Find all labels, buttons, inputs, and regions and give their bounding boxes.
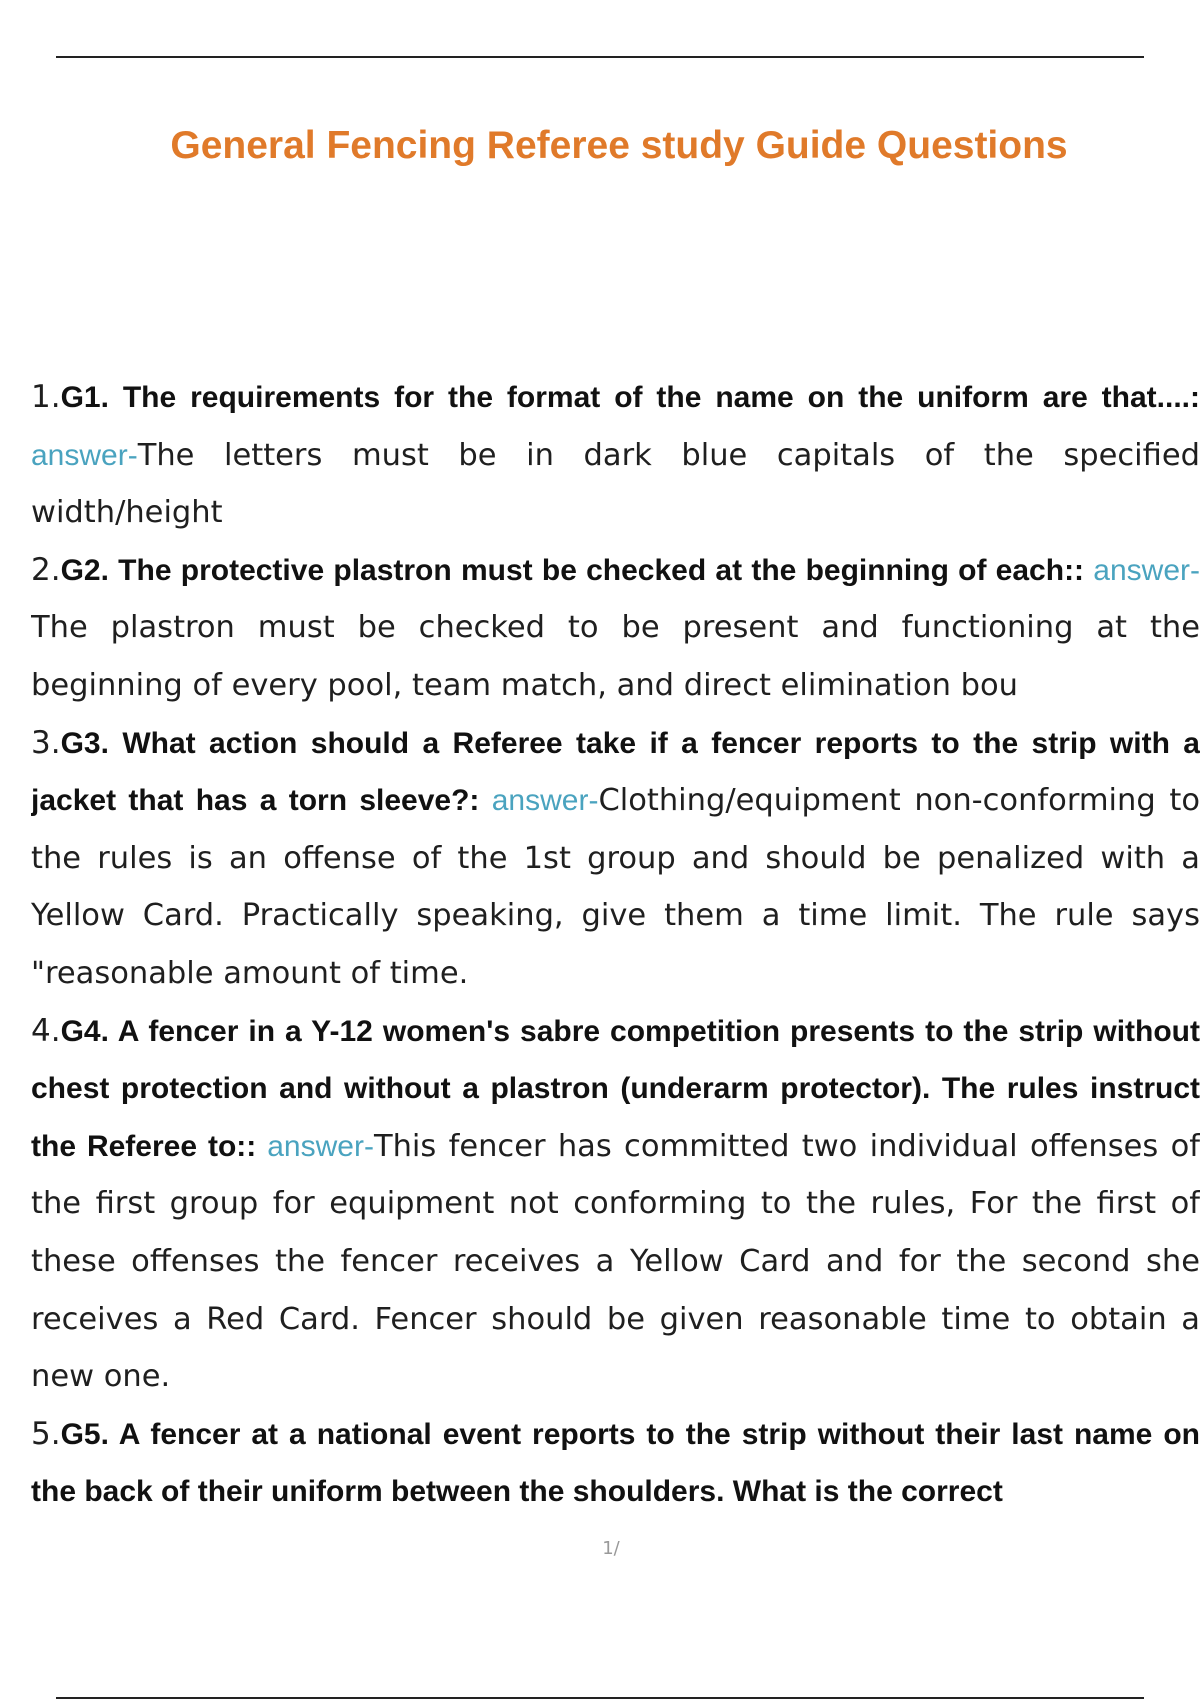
question-text: G3. What action should a Referee take if a fencer reports to the strip with a jacket that has a torn sleeve?: bbox=[31, 726, 1200, 818]
item-number: 5. bbox=[31, 1415, 61, 1452]
item-number: 2. bbox=[31, 551, 61, 588]
page-number: 1/ bbox=[602, 1538, 620, 1559]
question-text: G4. A fencer in a Y-12 women's sabre competition presents to the strip without chest protection and without a plastron (underarm protector). The rules instruct the Referee to:: bbox=[31, 1014, 1200, 1163]
question-text: G1. The requirements for the format of the name on the uniform are that....: bbox=[60, 381, 1200, 414]
question-text: G5. A fencer at a national event reports to the strip without their last name on the back of their uniform between the shoulders. What is the correct bbox=[31, 1417, 1200, 1509]
qa-item-3 bbox=[31, 715, 1200, 1003]
answer-text: This fencer has committed two individual offenses of the first group for equipment not conforming to the rules, For the first of these offenses the fencer receives a Yellow Card and for the second she receives a Red Card. Fencer should be given reasonable time to obtain a new one. bbox=[31, 1128, 1200, 1395]
answer-label: answer- bbox=[1093, 553, 1200, 587]
answer-label: answer- bbox=[267, 1129, 374, 1163]
qa-item-2 bbox=[31, 542, 1200, 715]
item-number: 1. bbox=[31, 379, 61, 415]
bottom-rule bbox=[56, 1697, 1144, 1699]
answer-label: answer- bbox=[491, 784, 599, 818]
top-rule bbox=[56, 56, 1144, 58]
answer-text: The letters must be in dark blue capitals of the specified width/height bbox=[31, 437, 1200, 531]
answer-text: Clothing/equipment non-conforming to the rules is an offense of the 1st group and should be penalized with a Yellow Card. Practically speaking, give them a time limit. The rule says "reasonable amount of time. bbox=[31, 783, 1200, 991]
question-text: G2. The protective plastron must be checked at the beginning of each:: bbox=[60, 553, 1094, 587]
qa-list bbox=[31, 369, 1200, 1521]
qa-item-5 bbox=[31, 1406, 1200, 1521]
item-number: 4. bbox=[31, 1012, 61, 1049]
answer-text: The plastron must be checked to be present and functioning at the beginning of every pool, team match, and direct elimination bou bbox=[31, 610, 1200, 703]
answer-label: answer- bbox=[31, 438, 138, 472]
qa-item-4 bbox=[31, 1003, 1200, 1406]
item-number: 3. bbox=[31, 724, 61, 761]
document-title: General Fencing Referee study Guide Questions bbox=[170, 124, 1068, 167]
qa-item-1 bbox=[31, 369, 1200, 542]
